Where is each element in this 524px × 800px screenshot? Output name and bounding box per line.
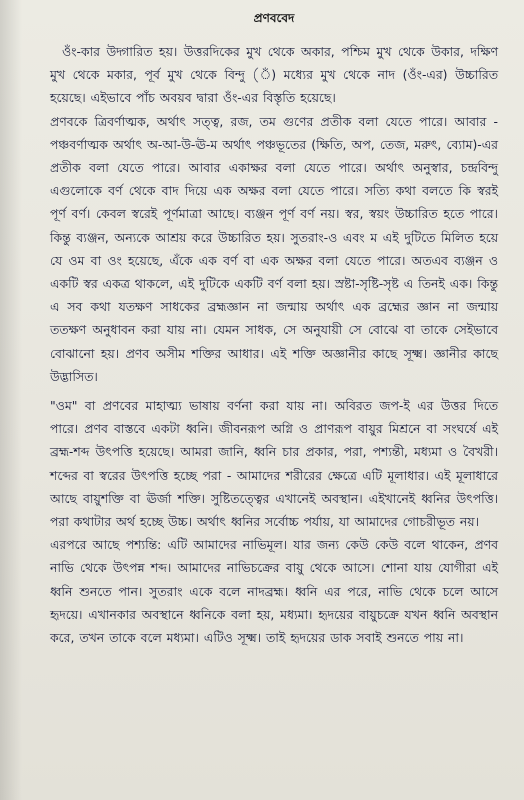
paragraph-2: প্রণবকে ত্রিবর্ণাত্মক, অর্থাৎ সত্ত্ব, রজ, তম গুণের প্রতীক বলা যেতে পারে। আবার - পঞ্চবর্ণাত্মক অর্থাৎ অ-আ-উ-ঊ-ম অর্থাৎ পঞ্চভূতের (ক্ষিতি, অপ, তেজ, মরুৎ, ব্যোম)-এর প্রতীক বলা যেতে পারে। আবার একাক্ষর বলা যেতে পারে। অর্থাৎ অনুস্বার, চন্দ্রবিন্দু এগুলোকে বর্ণ থেকে বাদ দিয়ে এক অক্ষর বলা যেতে পারে। সত্যি কথা বলতে কি স্বরই পূর্ণ বর্ণ। কেবল স্বরেই পূর্ণমাত্রা আছে। ব্যঞ্জন পূর্ণ বর্ণ নয়। স্বর, স্বয়ং উচ্চারিত হতে পারে। কিন্তু ব্যঞ্জন, অন্যকে আশ্রয় করে উচ্চারিত হয়। সুতরাং-ও এবং ম এই দুটিতে মিলিত হয়ে যে ওম বা ওং হয়েছে, এঁকে এক বর্ণ বা এক অক্ষর বলা যেতে পারে। অতএব ব্যঞ্জন ও একটি স্বর একত্র থাকলে, এই দুটিকে একটি বর্ণ বলা হয়। স্রষ্টা-সৃষ্টি-সৃষ্ট এ তিনই এক। কিন্তু এ সব কথা যতক্ষণ সাধকের ব্রহ্মজ্ঞান না জন্মায় অর্থাৎ এক ব্রহ্মের জ্ঞান না জন্মায় ততক্ষণ অনুধাবন করা যায় না। যেমন সাধক, সে অনুযায়ী সে বোঝে বা তাকে সেইভাবে বোঝানো হয়। প্রণব অসীম শক্তির আধার। এই শক্তি অজ্ঞানীর কাছে সূক্ষ্ম। জ্ঞানীর কাছে উদ্ভাসিত। [50,113,498,384]
paragraph-4: এরপরে আছে পশ্যন্তি: এটি আমাদের নাভিমূল। যার জন্য কেউ কেউ বলে থাকেন, প্রণব নাভি থেকে উৎপন্ন শব্দ। আমাদের নাভিচক্রের বায়ু থেকে আসে। শোনা যায় যোগীরা এই ধ্বনি শুনতে পান। সুতরাং একে বলে নাদব্রহ্ম। ধ্বনি এর পরে, নাভি থেকে চলে আসে হৃদয়ে। এখানকার অবস্থানে ধ্বনিকে বলা হয়, মধ্যমা। হৃদয়ের বায়ুচক্রে যখন ধ্বনি অবস্থান করে, তখন তাকে বলে মধ্যমা। এটিও সূক্ষ্ম। তাই হৃদয়ের ডাক সবাই শুনতে পায় না। [50,537,498,646]
paragraph-1: ওঁং-কার উদ্গারিত হয়। উত্তরদিকের মুখ থেকে অকার, পশ্চিম মুখ থেকে উকার, দক্ষিণ মুখ থেকে মকার, পূর্ব মুখ থেকে বিন্দু (ঁ) মধ্যের মুখ থেকে নাদ (ওঁং-এর) উচ্চারিত হয়েছে। এইভাবে পাঁচ অবয়ব দ্বারা ওঁং-এর বিস্তৃতি হয়েছে। [50,44,498,106]
paragraph-3: "ওম" বা প্রণবের মাহাত্ম্য ভাষায় বর্ণনা করা যায় না। অবিরত জপ-ই এর উত্তর দিতে পারে। প্রণব বাস্তবে একটা ধ্বনি। জীবনরূপ অগ্নি ও প্রাণরূপ বায়ুর মিশ্রনে বা সংঘর্ষে এই ব্রহ্ম-শব্দ উৎপত্তি হয়েছে। আমরা জানি, ধ্বনি চার প্রকার, পরা, পশ্যন্তী, মধ্যমা ও বৈখরী। শব্দের বা স্বরের উৎপত্তি হচ্ছে পরা - আমাদের শরীরের ক্ষেত্রে এটি মূলাধার। এই মূলাধারে আছে বায়ুশক্তি বা ঊর্জা শক্তি। সুষ্টিতত্ত্বের এখানেই অবস্থান। এইখানেই ধ্বনির উৎপত্তি। পরা কথাটার অর্থ হচ্ছে উচ্চ। অর্থাৎ ধ্বনির সর্বোচ্চ পর্যায়, যা আমাদের গোচরীভূত নয়। [50,398,498,530]
page-title: প্রণববেদ [253,11,295,25]
